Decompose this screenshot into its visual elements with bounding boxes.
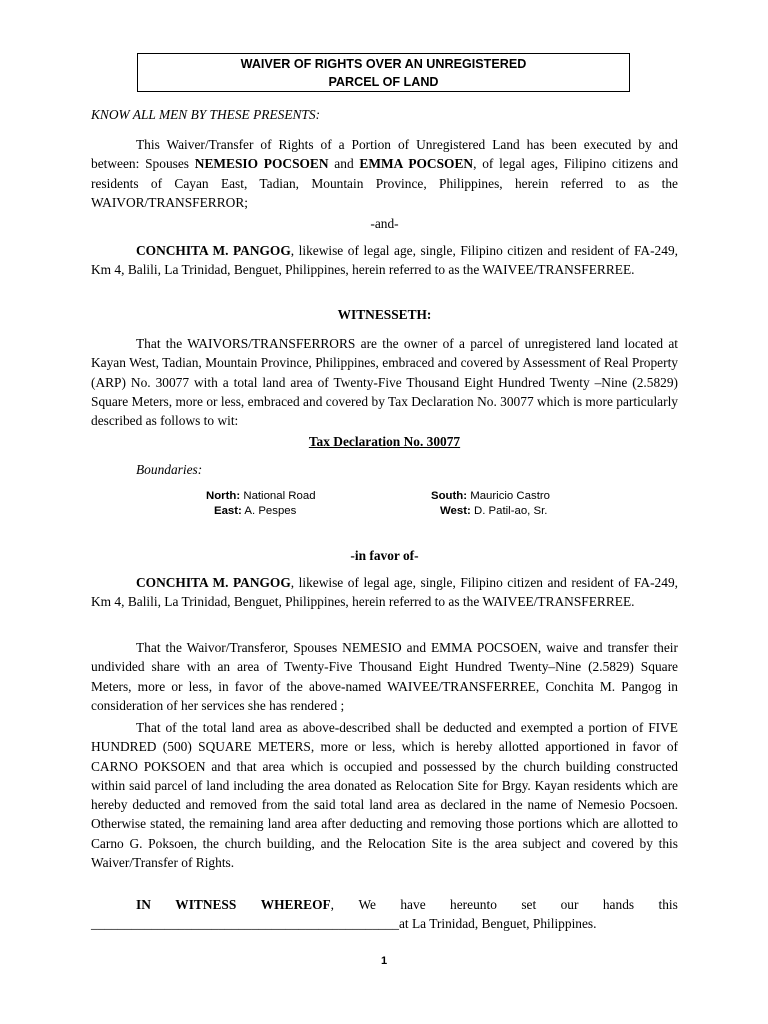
opening-line: KNOW ALL MEN BY THESE PRESENTS: <box>91 107 321 122</box>
west-label: West: <box>440 505 471 517</box>
transferee-name: CONCHITA M. PANGOG <box>136 243 291 258</box>
witness-word: hands <box>602 897 635 912</box>
parties-text-mid: and <box>328 156 360 172</box>
transferee-paragraph-2 <box>91 573 678 612</box>
north-label: North: <box>206 490 241 502</box>
witness-word: our <box>560 897 579 912</box>
boundary-west <box>440 503 547 519</box>
party-name-nemesio: NEMESIO POCSOEN <box>194 156 329 172</box>
witnesseth-heading: WITNESSETH: <box>337 307 432 322</box>
witness-word: have <box>400 897 426 912</box>
transferee-text: , likewise of legal age, single, Filipino citizen and resident of FA-249, Km 4, Balili, La Trinidad, Benguet, Philippines, herein referred to as the WAIVEE/TRANSFERREE. <box>91 243 678 278</box>
boundary-south <box>431 488 550 504</box>
witness-comma: , <box>330 897 335 912</box>
witness-place: at La Trinidad, Benguet, Philippines. <box>398 916 597 932</box>
south-label: South: <box>431 490 468 502</box>
transferee-paragraph <box>91 241 678 280</box>
witness-word: WHEREOF <box>260 897 331 912</box>
exemption-paragraph: That of the total land area as above-described shall be deducted and exempted a portion of FIVE HUNDRED (500) SQUARE METERS, more or less, which is hereby allotted apportioned in favor of CARNO POKSOEN and that area which is occupied and possessed by the church building constructed within said parcel of land including the area donated as Relocation Site for Brgy. Kayan residents which are hereby deducted and removed from the said total land area as declared in the name of Nemesio Pocsoen. Otherwise stated, the remaining land area after deducting and removing those portions which are allotted to Carno G. Poksoen, the church building, and the Relocation Site is the area subject and covered by this Waiver/Transfer of Rights. <box>91 720 678 871</box>
witness-word: We <box>358 897 376 912</box>
witness-line-2 <box>91 914 678 933</box>
in-favor-heading: -in favor of- <box>350 548 419 563</box>
land-description-paragraph: That the WAIVORS/TRANSFERRORS are the owner of a parcel of unregistered land located at Kayan West, Tadian, Mountain Province, Philippines, embraced and covered by Assessment of Real Property (ARP) No. 30077 with a total land area of Twenty-Five Thousand Eight Hundred Twenty –Nine (2.5829) Square Meters, more or less, embraced and covered by Tax Declaration No. 30077 which is more particularly described as follows to wit: <box>91 336 678 429</box>
waiver-paragraph: That the Waivor/Transferor, Spouses NEMESIO and EMMA POCSOEN, waive and transfer their undivided share with an area of Twenty-Five Thousand Eight Hundred Twenty–Nine (2.5829) Square Meters, more or less, in favor of the above-named WAIVEE/TRANSFERREE, Conchita M. Pangog in consideration of her services she has rendered ; <box>91 640 678 713</box>
party-name-emma: EMMA POCSOEN <box>359 156 474 172</box>
document-title-box <box>137 53 630 92</box>
witness-word-group <box>261 895 334 914</box>
boundary-north <box>206 488 316 504</box>
parties-paragraph <box>91 135 678 212</box>
west-value: D. Patil-ao, Sr. <box>470 505 548 517</box>
page-number: 1 <box>380 955 388 967</box>
witness-word: set <box>521 897 537 912</box>
witness-word: IN <box>136 897 151 912</box>
east-value: A. Pespes <box>241 505 297 517</box>
date-blank-line: ______________________________________________ <box>91 916 399 932</box>
south-value: Mauricio Castro <box>467 490 550 502</box>
boundary-east <box>214 503 296 519</box>
parties-text-post: , of legal ages, Filipino citizens and residents of Cayan East, Tadian, Mountain Province, Philippines, herein referred to as the WAIVOR/TRANSFERROR; <box>91 156 679 210</box>
title-line-2: PARCEL OF LAND <box>328 75 439 89</box>
and-separator: -and- <box>370 216 399 231</box>
tax-declaration-heading: Tax Declaration No. 30077 <box>308 434 461 449</box>
transferee-text-2: , likewise of legal age, single, Filipino citizen and resident of FA-249, Km 4, Balili, La Trinidad, Benguet, Philippines, herein referred to as the WAIVEE/TRANSFERREE. <box>91 575 678 610</box>
witness-line-1 <box>91 895 678 914</box>
parties-text-pre: This Waiver/Transfer of Rights of a Portion of Unregistered Land has been executed by and between: Spouses <box>91 137 678 172</box>
north-value: National Road <box>240 490 316 502</box>
title-line-1: WAIVER OF RIGHTS OVER AN UNREGISTERED <box>240 57 527 71</box>
boundaries-label: Boundaries: <box>136 462 203 477</box>
transferee-name-2: CONCHITA M. PANGOG <box>136 575 291 590</box>
witness-word: hereunto <box>450 897 497 912</box>
witness-word: this <box>658 897 678 912</box>
witness-word: WITNESS <box>175 897 237 912</box>
east-label: East: <box>214 505 242 517</box>
witness-whereof-line <box>91 895 678 934</box>
